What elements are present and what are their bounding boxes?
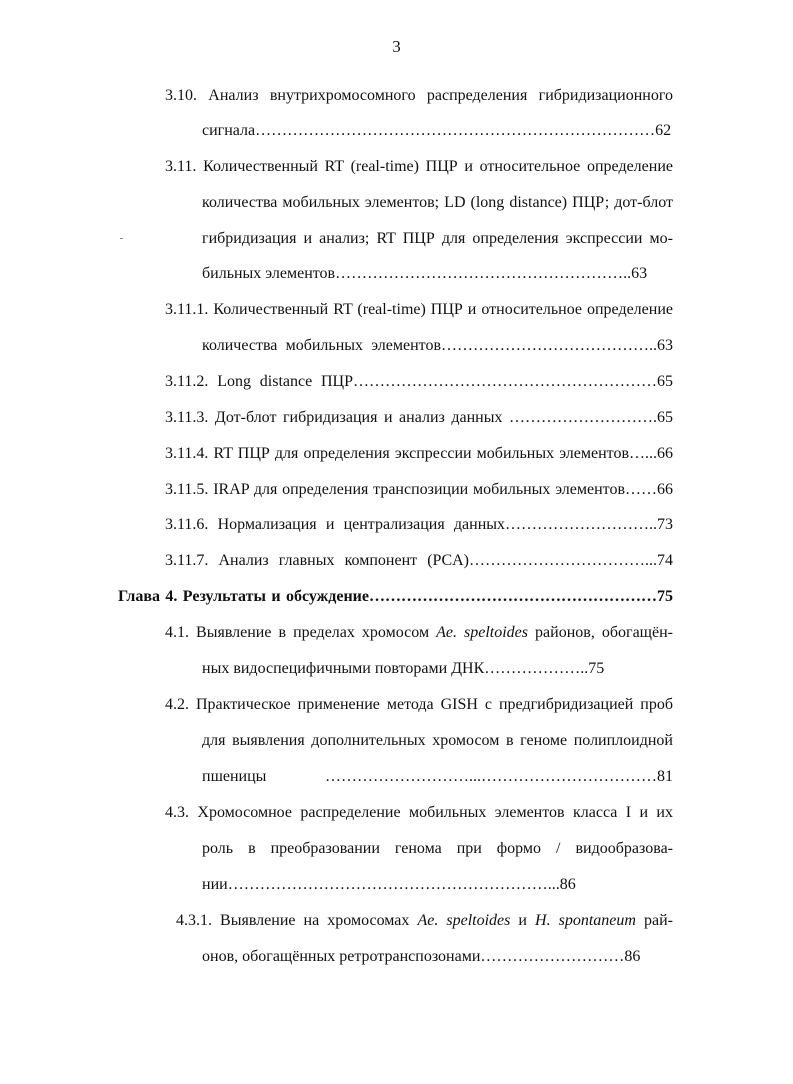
page-number: 3	[392, 37, 401, 56]
toc-entry-3-11-3: 3.11.3. Дот-блот гибридизация и анализ данных ……………………….65	[165, 409, 673, 426]
toc-chapter-4: Глава 4. Результаты и обсуждение………………………………………………75	[118, 588, 673, 605]
toc-entry-4-1: 4.1. Выявление в пределах хромосом Ae. speltoides районов, обогащён-	[165, 624, 673, 641]
toc-entry-3-11-7: 3.11.7. Анализ главных компонент (PCA)……………………………...74	[165, 552, 673, 569]
toc-entry-3-11-cont: гибридизация и анализ; RT ПЦР для определения экспрессии мо-	[202, 230, 673, 247]
toc-entry-3-11-cont: бильных элементов………………………………………………..63	[202, 265, 648, 282]
toc-entry-3-11-1-cont: количества мобильных элементов…………………………………..63	[202, 337, 673, 354]
scan-mark	[120, 238, 123, 239]
toc-entry-4-2-cont: для выявления дополнительных хромосом в геноме полиплоидной	[202, 732, 673, 749]
toc-entry-3-11-2: 3.11.2. Long distance ПЦР…………………………………………………65	[165, 373, 673, 390]
toc-entry-4-1-cont: ных видоспецифичными повторами ДНК………………..75	[202, 660, 605, 677]
toc-entry-3-11-1: 3.11.1. Количественный RT (real-time) ПЦР и относительное определение	[165, 301, 673, 318]
toc-entry-3-11: 3.11. Количественный RT (real-time) ПЦР и относительное определение	[165, 158, 673, 175]
toc-entry-4-3-1-cont: онов, обогащённых ретротранспозонами………………………86	[202, 948, 641, 965]
toc-entry-3-11-5: 3.11.5. IRAP для определения транспозиции мобильных элементов……66	[165, 481, 673, 498]
toc-entry-4-2: 4.2. Практическое применение метода GISH с предгибридизацией проб	[165, 696, 673, 713]
toc-entry-3-11-4: 3.11.4. RT ПЦР для определения экспрессии мобильных элементов…...66	[165, 445, 673, 462]
toc-entry-4-2-cont: пшеницы ………………………...……………………………81	[202, 768, 673, 785]
toc-entry-3-11-cont: количества мобильных элементов; LD (long distance) ПЦР; дот-блот	[202, 194, 673, 211]
toc-entry-3-10-cont: сигнала…………………………………………………………………62	[202, 122, 672, 139]
toc-entry-4-3-cont: роль в преобразовании генома при формо / видообразова-	[202, 840, 673, 857]
toc-entry-4-3-cont: нии……………………………………………………...86	[202, 876, 576, 893]
toc-entry-4-3: 4.3. Хромосомное распределение мобильных элементов класса I и их	[165, 804, 673, 821]
toc-entry-3-11-6: 3.11.6. Нормализация и централизация данных………………………..73	[165, 516, 673, 533]
toc-entry-4-3-1: 4.3.1. Выявление на хромосомах Ae. speltoides и H. spontaneum рай-	[176, 912, 674, 929]
toc-entry-3-10: 3.10. Анализ внутрихромосомного распределения гибридизационного	[165, 87, 673, 104]
